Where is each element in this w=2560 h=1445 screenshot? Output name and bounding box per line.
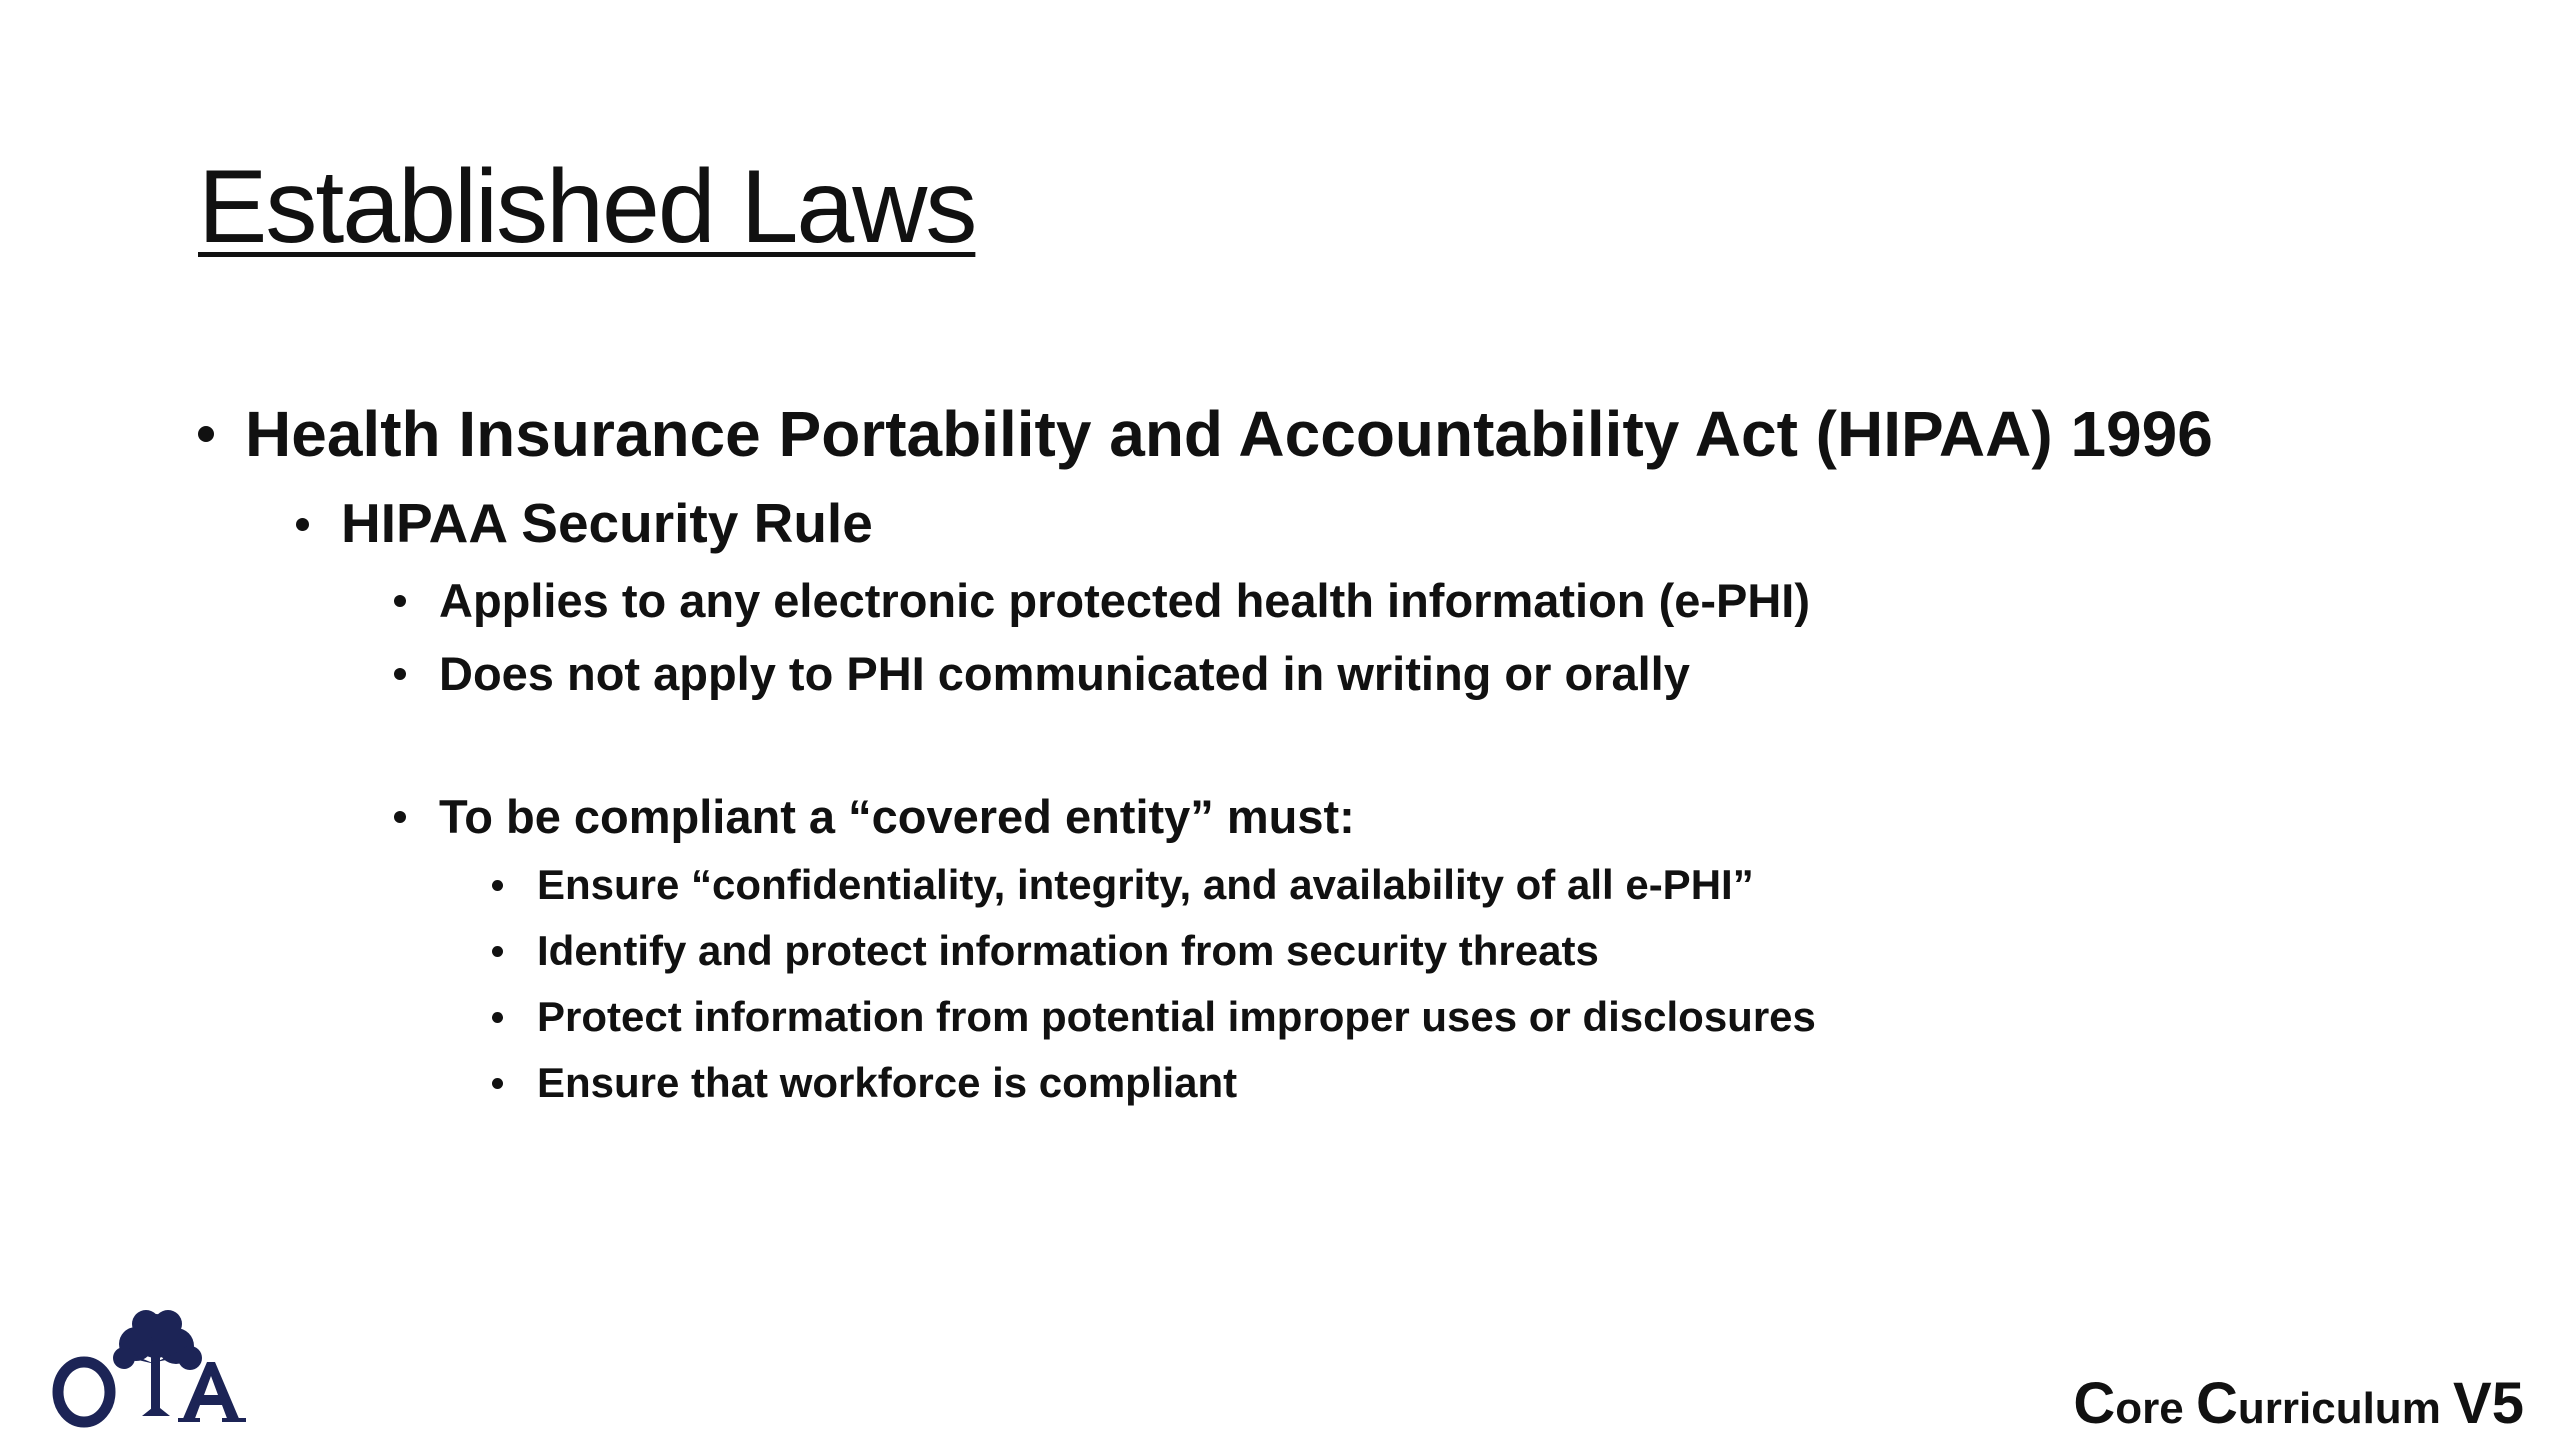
ota-logo <box>44 1300 254 1440</box>
bullet-dot-icon <box>296 518 309 531</box>
bullet-item <box>492 993 1816 1040</box>
bullet-item <box>394 790 1355 843</box>
bullet-text: Does not apply to PHI communicated in writing or orally <box>439 647 1690 700</box>
bullet-dot-icon <box>394 595 406 607</box>
bullet-text: Identify and protect information from security threats <box>537 927 1599 974</box>
bullet-dot-icon <box>492 880 503 891</box>
bullet-text: Ensure “confidentiality, integrity, and availability of all e-PHI” <box>537 861 1754 908</box>
bullet-dot-icon <box>492 1012 503 1023</box>
bullet-item <box>394 647 1690 700</box>
bullet-dot-icon <box>492 1078 503 1089</box>
bullet-item <box>394 574 1811 627</box>
brand-rest: ore <box>2115 1384 2184 1433</box>
brand-initial: C <box>2073 1371 2116 1436</box>
tree-icon <box>113 1310 202 1416</box>
bullet-text: Health Insurance Portability and Accountability Act (HIPAA) 1996 <box>245 398 2213 470</box>
brand-initial: C <box>2196 1371 2238 1436</box>
bullet-text: Ensure that workforce is compliant <box>537 1059 1238 1106</box>
brand-rest: urriculum <box>2237 1384 2441 1433</box>
brand-version: V5 <box>2453 1371 2524 1436</box>
bullet-item <box>492 1059 1238 1106</box>
slide-title: Established Laws <box>198 149 976 265</box>
bullet-text: Protect information from potential improper uses or disclosures <box>537 993 1816 1040</box>
bullet-text: To be compliant a “covered entity” must: <box>439 790 1355 843</box>
footer-brand <box>2073 1370 2524 1437</box>
bullet-text: HIPAA Security Rule <box>341 492 873 554</box>
bullet-dot-icon <box>492 946 503 957</box>
bullet-item <box>296 492 873 554</box>
bullet-text: Applies to any electronic protected health information (e-PHI) <box>439 574 1811 627</box>
bullet-item <box>198 398 2213 470</box>
bullet-dot-icon <box>198 426 214 442</box>
bullet-dot-icon <box>394 811 406 823</box>
bullet-item <box>492 927 1599 974</box>
logo-graphic <box>44 1300 254 1440</box>
bullet-dot-icon <box>394 668 406 680</box>
bullet-item <box>492 861 1754 908</box>
